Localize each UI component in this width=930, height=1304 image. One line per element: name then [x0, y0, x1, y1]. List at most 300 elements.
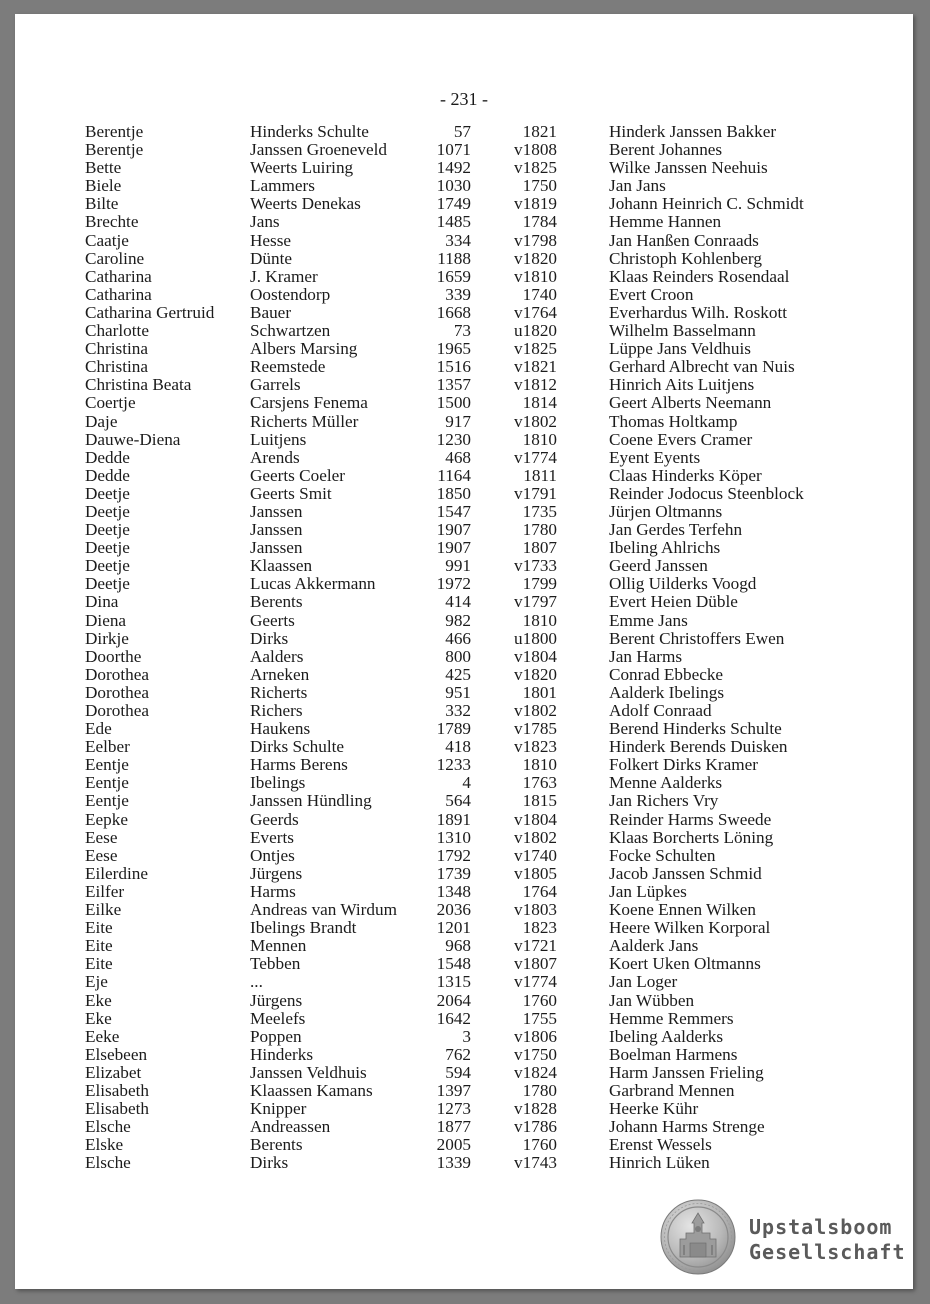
first-name-cell: Eentje: [85, 773, 129, 793]
spouse-cell: Coene Evers Cramer: [609, 429, 753, 449]
table-row: [85, 955, 845, 973]
genealogy-table: [85, 123, 845, 1172]
surname-cell: Jürgens: [250, 863, 303, 883]
table-row: [85, 213, 845, 231]
number-cell: 1668: [436, 302, 471, 322]
surname-cell: Dirks: [250, 1153, 289, 1173]
surname-cell: Harms Berens: [250, 755, 348, 775]
first-name-cell: Eke: [85, 1008, 112, 1028]
first-name-cell: Eite: [85, 936, 113, 956]
number-cell: 1230: [436, 429, 471, 449]
table-row: [85, 322, 845, 340]
first-name-cell: Christina: [85, 339, 149, 359]
year-cell: v1807: [514, 954, 557, 974]
first-name-cell: Deetje: [85, 556, 130, 576]
first-name-cell: Elizabet: [85, 1062, 142, 1082]
spouse-cell: Everhardus Wilh. Roskott: [609, 302, 788, 322]
number-cell: 800: [445, 646, 471, 666]
year-cell: v1820: [514, 664, 557, 684]
table-row: [85, 937, 845, 955]
number-cell: 1188: [437, 248, 471, 268]
first-name-cell: Deetje: [85, 538, 130, 558]
surname-cell: Dünte: [250, 248, 293, 268]
number-cell: 1315: [436, 972, 471, 992]
table-row: [85, 358, 845, 376]
spouse-cell: Hinrich Lüken: [609, 1153, 710, 1173]
first-name-cell: Deetje: [85, 501, 130, 521]
first-name-cell: Eite: [85, 918, 113, 938]
spouse-cell: Evert Heien Düble: [609, 592, 738, 612]
spouse-cell: Eyent Eyents: [609, 447, 701, 467]
table-row: [85, 449, 845, 467]
surname-cell: Ibelings Brandt: [250, 918, 357, 938]
number-cell: 1310: [436, 827, 471, 847]
first-name-cell: Berentje: [85, 140, 144, 160]
number-cell: 1339: [436, 1153, 471, 1173]
table-row: [85, 575, 845, 593]
table-row: [85, 195, 845, 213]
spouse-cell: Ibeling Ahlrichs: [609, 538, 721, 558]
number-cell: 1548: [436, 954, 471, 974]
first-name-cell: Eelber: [85, 737, 130, 757]
first-name-cell: Dedde: [85, 447, 130, 467]
number-cell: 1492: [436, 158, 471, 178]
year-cell: v1804: [514, 646, 557, 666]
first-name-cell: Elsebeen: [85, 1044, 148, 1064]
number-cell: 982: [445, 610, 471, 630]
first-name-cell: Eeke: [85, 1026, 120, 1046]
spouse-cell: Jan Richers Vry: [609, 791, 719, 811]
number-cell: 1850: [436, 483, 471, 503]
number-cell: 2064: [436, 990, 471, 1010]
table-row: [85, 1118, 845, 1136]
number-cell: 1789: [436, 719, 471, 739]
table-row: [85, 1010, 845, 1028]
table-row: [85, 286, 845, 304]
table-row: [85, 268, 845, 286]
number-cell: 991: [445, 556, 471, 576]
surname-cell: Everts: [250, 827, 294, 847]
surname-cell: Tebben: [250, 954, 301, 974]
year-cell: 1740: [522, 284, 557, 304]
surname-cell: Berents: [250, 592, 303, 612]
table-row: [85, 738, 845, 756]
surname-cell: Janssen: [250, 501, 303, 521]
surname-cell: Bauer: [250, 302, 292, 322]
table-row: [85, 467, 845, 485]
year-cell: 1814: [522, 393, 557, 413]
table-row: [85, 376, 845, 394]
year-cell: 1810: [522, 755, 557, 775]
number-cell: 4: [462, 773, 471, 793]
number-cell: 466: [445, 628, 471, 648]
spouse-cell: Aalderk Jans: [609, 936, 699, 956]
table-row: [85, 159, 845, 177]
year-cell: v1803: [514, 900, 557, 920]
year-cell: v1740: [514, 845, 557, 865]
table-row: [85, 413, 845, 431]
number-cell: 1972: [436, 574, 471, 594]
year-cell: 1810: [522, 610, 557, 630]
surname-cell: Janssen Hündling: [250, 791, 372, 811]
first-name-cell: Doorthe: [85, 646, 142, 666]
table-row: [85, 232, 845, 250]
table-row: [85, 557, 845, 575]
number-cell: 73: [453, 321, 471, 341]
spouse-cell: Berent Johannes: [609, 140, 723, 160]
spouse-cell: Geerd Janssen: [609, 556, 708, 576]
spouse-cell: Koert Uken Oltmanns: [609, 954, 761, 974]
surname-cell: Luitjens: [250, 429, 307, 449]
first-name-cell: Deetje: [85, 483, 130, 503]
table-row: [85, 177, 845, 195]
first-name-cell: Eepke: [85, 809, 128, 829]
page-number: - 231 -: [440, 89, 488, 109]
spouse-cell: Claas Hinderks Köper: [609, 465, 762, 485]
table-row: [85, 1046, 845, 1064]
spouse-cell: Koene Ennen Wilken: [609, 900, 756, 920]
year-cell: v1808: [514, 140, 557, 160]
year-cell: v1774: [514, 972, 557, 992]
spouse-cell: Hemme Remmers: [609, 1008, 734, 1028]
year-cell: v1791: [514, 483, 557, 503]
society-name-line1: Upstalsboom: [749, 1215, 893, 1239]
spouse-cell: Jan Hanßen Conraads: [609, 230, 759, 250]
year-cell: v1824: [514, 1062, 557, 1082]
table-row: [85, 973, 845, 991]
first-name-cell: Diena: [85, 610, 127, 630]
first-name-cell: Elisabeth: [85, 1099, 149, 1119]
number-cell: 1965: [436, 339, 471, 359]
first-name-cell: Catharina: [85, 284, 152, 304]
year-cell: 1821: [522, 122, 557, 141]
year-cell: 1760: [522, 990, 557, 1010]
spouse-cell: Aalderk Ibelings: [609, 682, 725, 702]
year-cell: 1799: [522, 574, 557, 594]
surname-cell: Richers: [250, 701, 303, 720]
number-cell: 1547: [436, 501, 471, 521]
spouse-cell: Christoph Kohlenberg: [609, 248, 762, 268]
table-row: [85, 756, 845, 774]
number-cell: 951: [445, 682, 471, 702]
year-cell: v1802: [514, 827, 557, 847]
year-cell: v1825: [514, 158, 557, 178]
table-row: [85, 630, 845, 648]
first-name-cell: Caatje: [85, 230, 129, 250]
year-cell: v1733: [514, 556, 557, 576]
first-name-cell: Catharina Gertruid: [85, 302, 215, 322]
surname-cell: Knipper: [250, 1099, 307, 1119]
year-cell: 1764: [522, 881, 557, 901]
number-cell: 57: [453, 122, 471, 141]
spouse-cell: Ibeling Aalderks: [609, 1026, 724, 1046]
first-name-cell: Elsche: [85, 1117, 131, 1137]
table-row: [85, 521, 845, 539]
spouse-cell: Wilhelm Basselmann: [609, 321, 756, 341]
number-cell: 1030: [436, 176, 471, 196]
table-row: [85, 684, 845, 702]
first-name-cell: Eilke: [85, 900, 122, 920]
first-name-cell: Dedde: [85, 465, 130, 485]
number-cell: 1877: [436, 1117, 471, 1137]
table-row: [85, 539, 845, 557]
first-name-cell: Caroline: [85, 248, 145, 268]
society-logo: [660, 1199, 906, 1279]
year-cell: v1797: [514, 592, 557, 612]
first-name-cell: Eilfer: [85, 881, 125, 901]
first-name-cell: Deetje: [85, 520, 130, 540]
spouse-cell: Emme Jans: [609, 610, 688, 630]
year-cell: v1823: [514, 737, 557, 757]
year-cell: v1764: [514, 302, 557, 322]
surname-cell: Hesse: [250, 230, 292, 250]
spouse-cell: Heere Wilken Korporal: [609, 918, 771, 938]
year-cell: 1780: [522, 520, 557, 540]
number-cell: 594: [445, 1062, 471, 1082]
year-cell: 1763: [522, 773, 557, 793]
number-cell: 414: [445, 592, 471, 612]
number-cell: 334: [445, 230, 471, 250]
year-cell: v1743: [514, 1153, 557, 1173]
spouse-cell: Jan Loger: [609, 972, 678, 992]
first-name-cell: Dorothea: [85, 664, 149, 684]
table-row: [85, 1028, 845, 1046]
year-cell: 1755: [522, 1008, 557, 1028]
first-name-cell: Christina Beata: [85, 375, 192, 395]
surname-cell: Reemstede: [250, 357, 326, 377]
first-name-cell: Catharina: [85, 266, 152, 286]
spouse-cell: Reinder Jodocus Steenblock: [609, 483, 804, 503]
year-cell: v1750: [514, 1044, 557, 1064]
first-name-cell: Dina: [85, 592, 119, 612]
surname-cell: Meelefs: [250, 1008, 306, 1028]
number-cell: 468: [445, 447, 471, 467]
first-name-cell: Eje: [85, 972, 108, 992]
number-cell: 1642: [436, 1008, 471, 1028]
number-cell: 332: [445, 701, 471, 720]
table-row: [85, 141, 845, 159]
number-cell: 1164: [437, 465, 471, 485]
table-row: [85, 503, 845, 521]
number-cell: 1500: [436, 393, 471, 413]
number-cell: 418: [445, 737, 471, 757]
first-name-cell: Deetje: [85, 574, 130, 594]
number-cell: 1357: [436, 375, 471, 395]
surname-cell: Jürgens: [250, 990, 303, 1010]
surname-cell: Lucas Akkermann: [250, 574, 376, 594]
table-row: [85, 304, 845, 322]
spouse-cell: Reinder Harms Sweede: [609, 809, 772, 829]
year-cell: u1800: [514, 628, 557, 648]
number-cell: 1891: [436, 809, 471, 829]
surname-cell: Janssen: [250, 538, 303, 558]
surname-cell: Poppen: [250, 1026, 302, 1046]
spouse-cell: Johann Heinrich C. Schmidt: [609, 194, 804, 214]
spouse-cell: Klaas Reinders Rosendaal: [609, 266, 790, 286]
first-name-cell: Bilte: [85, 194, 119, 214]
surname-cell: Carsjens Fenema: [250, 393, 368, 413]
first-name-cell: Elisabeth: [85, 1080, 149, 1100]
spouse-cell: Boelman Harmens: [609, 1044, 738, 1064]
first-name-cell: Eite: [85, 954, 113, 974]
spouse-cell: Berend Hinderks Schulte: [609, 719, 782, 739]
year-cell: 1811: [523, 465, 557, 485]
number-cell: 339: [445, 284, 471, 304]
spouse-cell: Garbrand Mennen: [609, 1080, 735, 1100]
year-cell: v1810: [514, 266, 557, 286]
number-cell: 1739: [436, 863, 471, 883]
table-row: [85, 992, 845, 1010]
spouse-cell: Jan Jans: [609, 176, 666, 196]
table-row: [85, 250, 845, 268]
year-cell: v1785: [514, 719, 557, 739]
society-name-line2: Gesellschaft: [749, 1240, 906, 1264]
spouse-cell: Thomas Holtkamp: [609, 411, 738, 431]
year-cell: 1801: [522, 682, 557, 702]
table-row: [85, 702, 845, 720]
year-cell: v1774: [514, 447, 557, 467]
number-cell: 1397: [436, 1080, 471, 1100]
spouse-cell: Klaas Borcherts Löning: [609, 827, 774, 847]
spouse-cell: Conrad Ebbecke: [609, 664, 724, 684]
table-row: [85, 901, 845, 919]
table-row: [85, 829, 845, 847]
year-cell: 1807: [522, 538, 557, 558]
number-cell: 3: [462, 1026, 471, 1046]
first-name-cell: Coertje: [85, 393, 136, 413]
table-row: [85, 865, 845, 883]
spouse-cell: Hinrich Aits Luitjens: [609, 375, 755, 395]
spouse-cell: Jürjen Oltmanns: [609, 501, 723, 521]
year-cell: v1820: [514, 248, 557, 268]
number-cell: 1348: [436, 881, 471, 901]
number-cell: 1485: [436, 212, 471, 232]
table-row: [85, 394, 845, 412]
surname-cell: Richerts Müller: [250, 411, 359, 431]
spouse-cell: Gerhard Albrecht van Nuis: [609, 357, 795, 377]
first-name-cell: Elske: [85, 1135, 124, 1155]
surname-cell: Lammers: [250, 176, 315, 196]
first-name-cell: Eentje: [85, 755, 129, 775]
number-cell: 1749: [436, 194, 471, 214]
table-row: [85, 811, 845, 829]
number-cell: 1792: [436, 845, 471, 865]
spouse-cell: Focke Schulten: [609, 845, 716, 865]
surname-cell: Richerts: [250, 682, 308, 702]
table-row: [85, 919, 845, 937]
year-cell: v1821: [514, 357, 557, 377]
year-cell: v1786: [514, 1117, 557, 1137]
surname-cell: Jans: [250, 212, 280, 232]
spouse-cell: Jan Lüpkes: [609, 881, 687, 901]
first-name-cell: Eilerdine: [85, 863, 148, 883]
surname-cell: Klaassen Kamans: [250, 1080, 373, 1100]
spouse-cell: Johann Harms Strenge: [609, 1117, 765, 1137]
surname-cell: Ontjes: [250, 845, 295, 865]
first-name-cell: Elsche: [85, 1153, 131, 1173]
surname-cell: Janssen Groeneveld: [250, 140, 387, 160]
surname-cell: J. Kramer: [250, 266, 318, 286]
year-cell: v1721: [514, 936, 557, 956]
surname-cell: Geerds: [250, 809, 299, 829]
first-name-cell: Dirkje: [85, 628, 129, 648]
year-cell: u1820: [514, 321, 557, 341]
year-cell: 1780: [522, 1080, 557, 1100]
table-row: [85, 792, 845, 810]
surname-cell: Weerts Denekas: [250, 194, 361, 214]
spouse-cell: Adolf Conraad: [609, 701, 712, 720]
table-row: [85, 666, 845, 684]
first-name-cell: Brechte: [85, 212, 139, 232]
year-cell: v1802: [514, 411, 557, 431]
number-cell: 564: [445, 791, 471, 811]
first-name-cell: Daje: [85, 411, 118, 431]
surname-cell: Oostendorp: [250, 284, 331, 304]
first-name-cell: Biele: [85, 176, 122, 196]
seal-icon: [660, 1199, 736, 1275]
surname-cell: Hinderks Schulte: [250, 122, 369, 141]
spouse-cell: Hinderk Berends Duisken: [609, 737, 788, 757]
surname-cell: Ibelings: [250, 773, 306, 793]
surname-cell: Hinderks: [250, 1044, 314, 1064]
number-cell: 762: [445, 1044, 471, 1064]
spouse-cell: Geert Alberts Neemann: [609, 393, 772, 413]
surname-cell: Harms: [250, 881, 296, 901]
first-name-cell: Dauwe-Diena: [85, 429, 181, 449]
year-cell: 1750: [522, 176, 557, 196]
spouse-cell: Jacob Janssen Schmid: [609, 863, 762, 883]
number-cell: 2036: [436, 900, 471, 920]
number-cell: 1071: [436, 140, 471, 160]
spouse-cell: Berent Christoffers Ewen: [609, 628, 785, 648]
surname-cell: ...: [250, 972, 263, 992]
spouse-cell: Folkert Dirks Kramer: [609, 755, 758, 775]
year-cell: v1819: [514, 194, 557, 214]
first-name-cell: Charlotte: [85, 321, 149, 341]
spouse-cell: Ollig Uilderks Voogd: [609, 574, 757, 594]
year-cell: v1805: [514, 863, 557, 883]
table-row: [85, 1154, 845, 1172]
year-cell: v1812: [514, 375, 557, 395]
surname-cell: Andreas van Wirdum: [250, 900, 397, 920]
table-row: [85, 774, 845, 792]
table-row: [85, 1082, 845, 1100]
surname-cell: Haukens: [250, 719, 311, 739]
surname-cell: Arneken: [250, 664, 310, 684]
number-cell: 1907: [436, 538, 471, 558]
first-name-cell: Eese: [85, 827, 118, 847]
table-row: [85, 593, 845, 611]
table-row: [85, 485, 845, 503]
spouse-cell: Jan Wübben: [609, 990, 695, 1010]
first-name-cell: Eese: [85, 845, 118, 865]
spouse-cell: Erenst Wessels: [609, 1135, 712, 1155]
year-cell: 1815: [522, 791, 557, 811]
first-name-cell: Christina: [85, 357, 149, 377]
table-row: [85, 1136, 845, 1154]
table-row: [85, 123, 845, 141]
number-cell: 425: [445, 664, 471, 684]
table-row: [85, 1100, 845, 1118]
surname-cell: Klaassen: [250, 556, 313, 576]
table-row: [85, 1064, 845, 1082]
number-cell: 2005: [436, 1135, 471, 1155]
table-row: [85, 720, 845, 738]
surname-cell: Geerts Coeler: [250, 465, 345, 485]
table-row: [85, 612, 845, 630]
first-name-cell: Dorothea: [85, 701, 149, 720]
surname-cell: Geerts Smit: [250, 483, 332, 503]
